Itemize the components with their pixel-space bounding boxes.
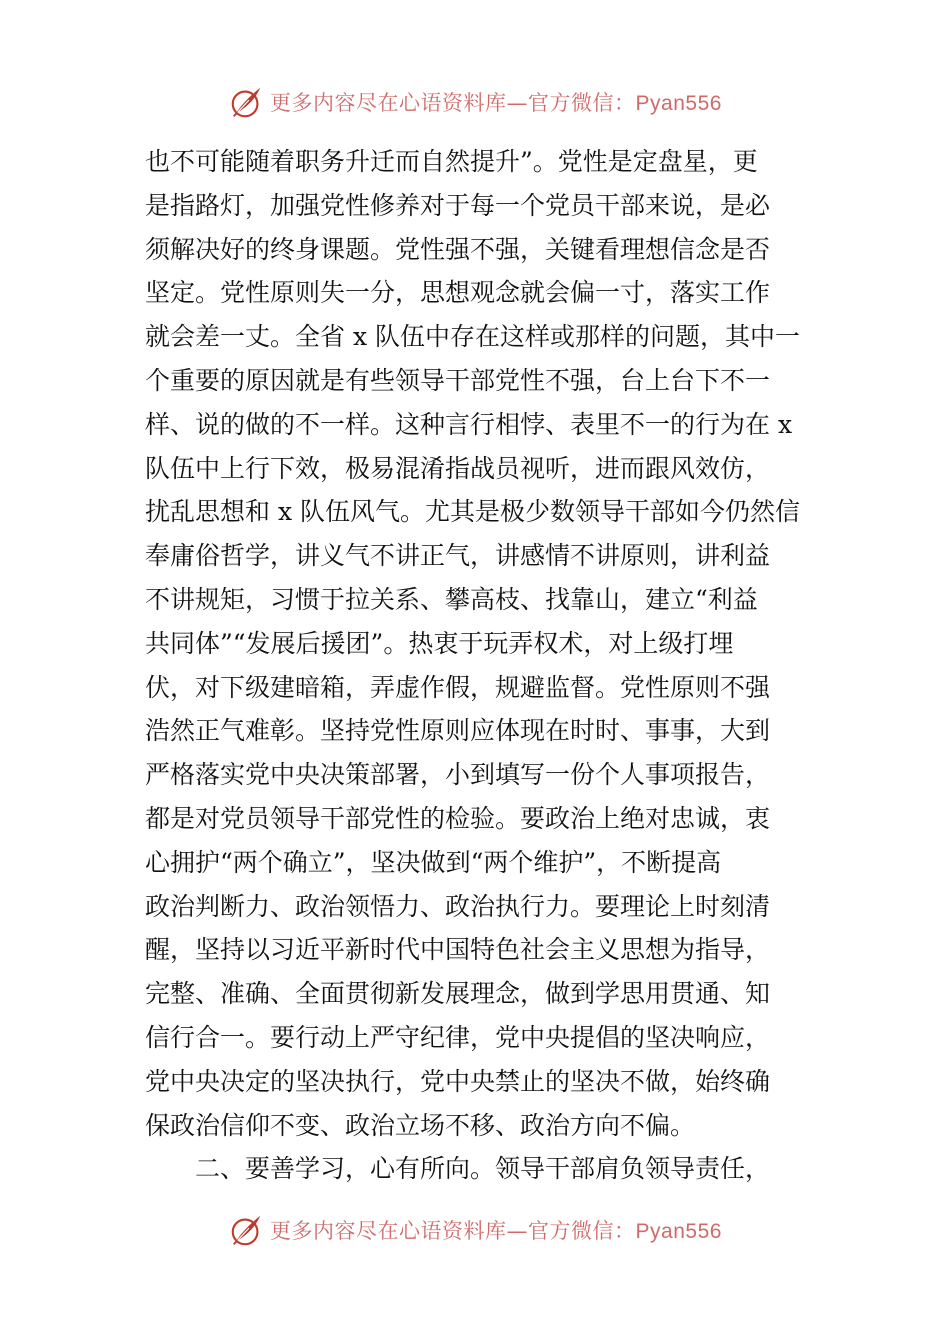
text-line: 扰乱思想和 x 队伍风气。尤其是极少数领导干部如今仍然信 <box>145 497 800 527</box>
text-line: 须解决好的终身课题。党性强不强，关键看理想信念是否 <box>145 234 771 264</box>
quill-pen-logo-icon <box>228 83 266 121</box>
text-line: 奉庸俗哲学，讲义气不讲正气，讲感情不讲原则，讲利益 <box>145 541 771 571</box>
text-line: 就会差一丈。全省 x 队伍中存在这样或那样的问题，其中一 <box>145 322 800 352</box>
text-line: 坚定。党性原则失一分，思想观念就会偏一寸，落实工作 <box>145 278 771 308</box>
text-line: 队伍中上行下效，极易混淆指战员视听，进而跟风效仿， <box>145 453 771 483</box>
footer-banner <box>0 1210 950 1250</box>
wechat-id: Pyan556 <box>635 1220 722 1243</box>
document-body <box>145 140 815 1191</box>
header-banner <box>0 82 950 122</box>
text-line: 也不可能随着职务升迁而自然提升”。党性是定盘星，更 <box>145 147 758 176</box>
text-line: 心拥护“两个确立”，坚决做到“两个维护”，不断提高 <box>145 847 722 877</box>
section-heading-line: 二、要善学习，心有所向。领导干部肩负领导责任， <box>195 1154 771 1184</box>
wechat-id: Pyan556 <box>635 92 722 115</box>
banner-text: 更多内容尽在心语资料库—官方微信：Pyan556 <box>270 91 722 115</box>
banner-text: 更多内容尽在心语资料库—官方微信：Pyan556 <box>270 1219 722 1243</box>
text-line: 醒，坚持以习近平新时代中国特色社会主义思想为指导， <box>145 935 771 965</box>
text-line: 样、说的做的不一样。这种言行相悖、表里不一的行为在 x <box>145 409 793 439</box>
text-line: 都是对党员领导干部党性的检验。要政治上绝对忠诚，衷 <box>145 803 771 833</box>
text-line: 信行合一。要行动上严守纪律，党中央提倡的坚决响应， <box>145 1022 771 1052</box>
text-line: 政治判断力、政治领悟力、政治执行力。要理论上时刻清 <box>145 891 771 921</box>
text-line: 严格落实党中央决策部署，小到填写一份个人事项报告， <box>145 760 771 790</box>
text-line: 不讲规矩，习惯于拉关系、攀高枝、找靠山，建立“利益 <box>145 584 758 614</box>
quill-pen-logo-icon <box>228 1211 266 1249</box>
text-line: 浩然正气难彰。坚持党性原则应体现在时时、事事，大到 <box>145 716 771 746</box>
text-line: 党中央决定的坚决执行，党中央禁止的坚决不做，始终确 <box>145 1066 771 1096</box>
text-line: 是指路灯，加强党性修养对于每一个党员干部来说，是必 <box>145 190 771 220</box>
text-line: 保政治信仰不变、政治立场不移、政治方向不偏。 <box>145 1110 696 1140</box>
text-line: 共同体”“发展后援团”。热衷于玩弄权术，对上级打埋 <box>145 628 734 658</box>
text-line: 伏，对下级建暗箱，弄虚作假，规避监督。党性原则不强 <box>145 672 771 702</box>
text-line: 个重要的原因就是有些领导干部党性不强，台上台下不一 <box>145 365 771 395</box>
text-line: 完整、准确、全面贯彻新发展理念，做到学思用贯通、知 <box>145 979 771 1009</box>
